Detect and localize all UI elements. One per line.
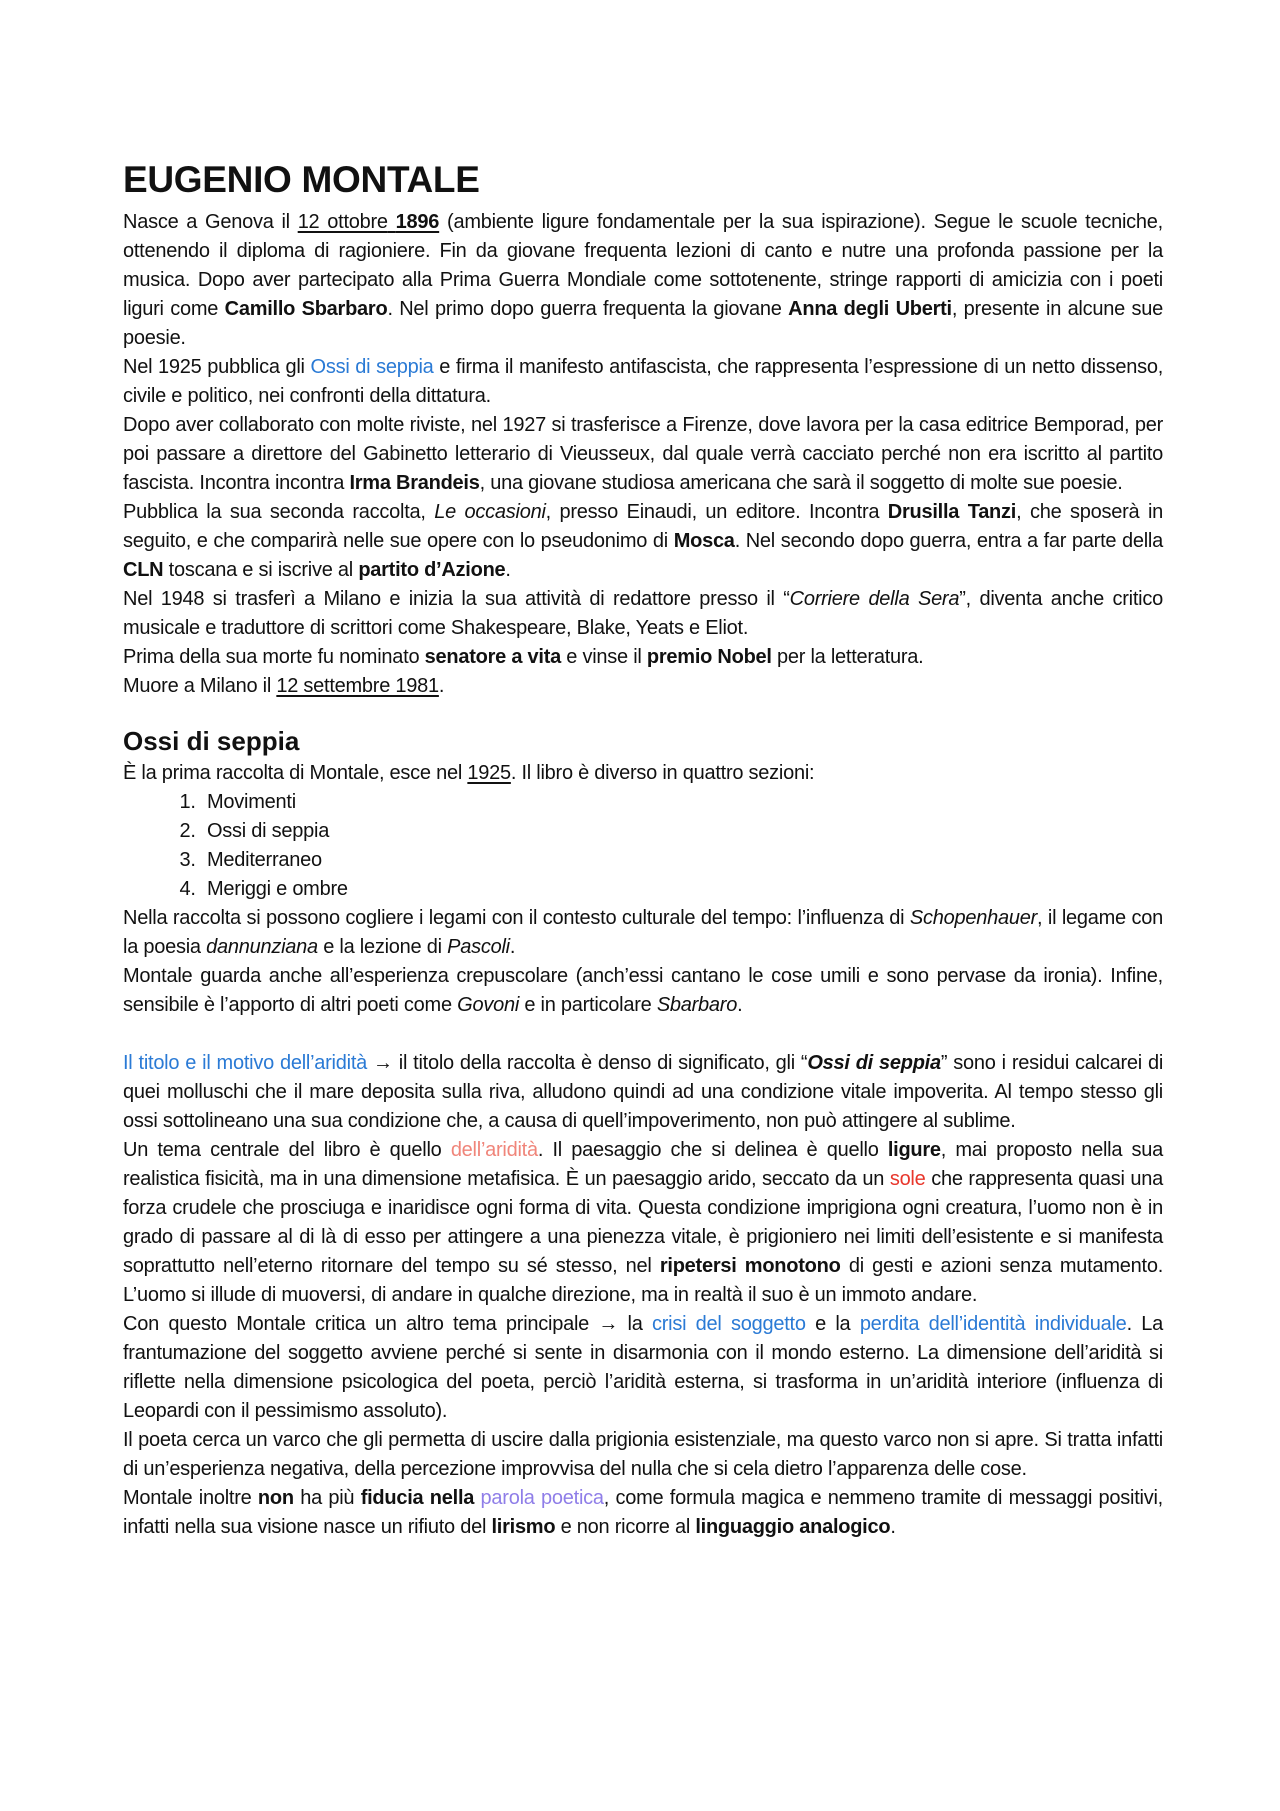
text-run: . bbox=[737, 994, 743, 1016]
text-run: , mai proposto nella sua realistica fisicità, ma in una dimensione metafisica. È un paesaggio arido, seccato da un bbox=[123, 1139, 1163, 1190]
section-heading-ossi: Ossi di seppia bbox=[123, 726, 300, 756]
text-run: ” sono i residui calcarei di quei molluschi che il mare deposita sulla riva, alludono quindi ad una condizione vitale impoverita. Al tempo stesso gli ossi sottolineano una sua condizione che, a causa di quell’impoverimento, non può attingere al sublime. bbox=[123, 1052, 1164, 1132]
term-ripetersi-monotono: ripetersi monotono bbox=[659, 1255, 841, 1277]
title-ossi-di-seppia: Ossi di seppia bbox=[807, 1052, 941, 1074]
text-run: . Nel secondo dopo guerra, entra a far parte della bbox=[734, 530, 1163, 552]
text-run: Dopo aver collaborato con molte riviste, nel 1927 si trasferisce a Firenze, dove lavora per la casa editrice Bemporad, per poi passare a direttore del Gabinetto letterario di Vieusseux, dal quale verrà cacciato perché non era iscritto al partito fascista. Incontra incontra bbox=[123, 414, 1163, 494]
title-le-occasioni: Le occasioni bbox=[434, 501, 546, 523]
pseudonym-mosca: Mosca bbox=[673, 530, 735, 552]
ossi-paragraph-cultura bbox=[123, 904, 1163, 962]
text-run: È la prima raccolta di Montale, esce nel bbox=[123, 762, 468, 784]
text-run: e la bbox=[805, 1313, 860, 1335]
term-non: non bbox=[257, 1487, 294, 1509]
title-corriere-della-sera: Corriere della Sera bbox=[789, 588, 960, 610]
term-premio-nobel: premio Nobel bbox=[646, 646, 772, 668]
term-fiducia-nella: fiducia nella bbox=[360, 1487, 475, 1509]
text-run: . Nel primo dopo guerra frequenta la giovane bbox=[387, 298, 789, 320]
text-run: di gesti e azioni senza mutamento. L’uomo si illude di muoversi, di andare in qualche direzione, ma in realtà il suo è un immoto andare. bbox=[123, 1255, 1164, 1306]
bio-paragraph-6 bbox=[123, 643, 1163, 672]
text-run: , come formula magica e nemmeno tramite di messaggi positivi, infatti nella sua visione nasce un rifiuto del bbox=[123, 1487, 1163, 1538]
text-run: . bbox=[509, 936, 516, 958]
birth-year: 1896 bbox=[395, 211, 440, 233]
text-run: Muore a Milano il bbox=[123, 675, 277, 697]
bio-paragraph-5 bbox=[123, 585, 1163, 643]
text-run: toscana e si iscrive al bbox=[163, 559, 359, 581]
text-run: Montale guarda anche all’esperienza crepuscolare (anch’essi cantano le cose umili e sono pervase da ironia). Infine, sensibile è l’apporto di altri poeti come bbox=[123, 965, 1163, 1016]
highlight-sole: sole bbox=[889, 1168, 926, 1190]
name-irma-brandeis: Irma Brandeis bbox=[349, 472, 480, 494]
sections-list bbox=[123, 788, 1163, 904]
text-run: (ambiente ligure fondamentale per la sua ispirazione). Segue le scuole tecniche, ottenendo il diploma di ragioniere. Fin da giovane frequenta lezioni di canto e nutre una profonda passione per la musica. Dopo aver partecipato alla Prima Guerra Mondiale come sottotenente, stringe rapporti di amicizia con i poeti liguri come bbox=[123, 211, 1163, 320]
text-run: ”, diventa anche critico musicale e traduttore di scrittori come Shakespeare, Blake, Yeats e Eliot. bbox=[123, 588, 1163, 639]
text-run: e non ricorre al bbox=[555, 1516, 696, 1538]
term-linguaggio-analogico: linguaggio analogico bbox=[695, 1516, 891, 1538]
text-run bbox=[388, 211, 396, 233]
term-senatore-a-vita: senatore a vita bbox=[424, 646, 561, 668]
spacer bbox=[123, 1020, 1163, 1049]
ossi-paragraph-crisi bbox=[123, 1310, 1163, 1426]
term-dannunziana: dannunziana bbox=[206, 936, 318, 958]
text-run: per la letteratura. bbox=[771, 646, 924, 668]
name-camillo-sbarbaro: Camillo Sbarbaro bbox=[224, 298, 388, 320]
highlight-aridita: dell’aridità bbox=[450, 1139, 538, 1161]
spacer bbox=[123, 701, 1163, 725]
highlight-parola-poetica: parola poetica bbox=[480, 1487, 604, 1509]
text-run: . La frantumazione del soggetto avviene perché si sente in disarmonia con il mondo esterno. La dimensione dell’aridità si riflette nella dimensione psicologica del poeta, perciò l’aridità esterna, si trasforma in un’aridità interiore (influenza di Leopardi con il pessimismo assoluto). bbox=[123, 1313, 1163, 1422]
term-partito-azione: partito d’Azione bbox=[358, 559, 506, 581]
highlight-crisi-del-soggetto: crisi del soggetto bbox=[651, 1313, 806, 1335]
text-run: Nel 1948 si trasferì a Milano e inizia la sua attività di redattore presso il “ bbox=[123, 588, 790, 610]
name-anna-degli-uberti: Anna degli Uberti bbox=[788, 298, 952, 320]
bio-paragraph-1 bbox=[123, 208, 1163, 353]
death-date: 12 settembre 1981 bbox=[276, 675, 439, 697]
text-run: . bbox=[438, 675, 445, 697]
text-run: e firma il manifesto antifascista, che rappresenta l’espressione di un netto dissenso, civile e politico, nei confronti della dittatura. bbox=[123, 356, 1163, 407]
publication-year: 1925 bbox=[467, 762, 511, 784]
text-run: , che sposerà in seguito, e che comparirà nelle sue opere con lo pseudonimo di bbox=[123, 501, 1164, 552]
birth-date-day: 12 ottobre bbox=[297, 211, 388, 233]
text-run: . bbox=[505, 559, 511, 581]
name-sbarbaro: Sbarbaro bbox=[656, 994, 738, 1016]
ossi-paragraph-titolo bbox=[123, 1049, 1163, 1136]
list-item: 4. Meriggi e ombre bbox=[201, 875, 1163, 904]
text-run: Nella raccolta si possono cogliere i legami con il contesto culturale del tempo: l’influenza di bbox=[123, 907, 910, 929]
text-run: , una giovane studiosa americana che sarà il soggetto di molte sue poesie. bbox=[479, 472, 1123, 494]
text-run: e in particolare bbox=[519, 994, 657, 1016]
text-run: Pubblica la sua seconda raccolta, bbox=[123, 501, 435, 523]
text-run: ha più bbox=[293, 1487, 361, 1509]
term-lirismo: lirismo bbox=[491, 1516, 556, 1538]
ossi-paragraph-aridita bbox=[123, 1136, 1163, 1310]
text-run: che rappresenta quasi una forza crudele che prosciuga e inaridisce ogni forma di vita. Questa condizione imprigiona ogni creatura, l’uomo non è in grado di passare al di là di esso per attingere a una pienezza vitale, è prigioniero nei limiti dell’esistente e si manifesta soprattutto nell’eterno ritornare del tempo su sé stesso, nel bbox=[123, 1168, 1163, 1277]
text-run: Con questo Montale critica un altro tema principale → la bbox=[123, 1313, 652, 1335]
bio-paragraph-2 bbox=[123, 353, 1163, 411]
text-run: → il titolo della raccolta è denso di significato, gli “ bbox=[367, 1052, 808, 1074]
highlight-perdita-identita: perdita dell’identità individuale bbox=[859, 1313, 1127, 1335]
ossi-paragraph-varco: Il poeta cerca un varco che gli permetta di uscire dalla prigionia esistenziale, ma questo varco non si apre. Si tratta infatti di un’esperienza negativa, della percezione improvvisa del nulla che si cela dietro l’apparenza delle cose. bbox=[123, 1429, 1163, 1480]
name-schopenhauer: Schopenhauer bbox=[909, 907, 1038, 929]
bio-paragraph-3 bbox=[123, 411, 1163, 498]
text-run: Nel 1925 pubblica gli bbox=[123, 356, 311, 378]
text-run: Prima della sua morte fu nominato bbox=[123, 646, 425, 668]
name-govoni: Govoni bbox=[457, 994, 520, 1016]
term-cln: CLN bbox=[123, 559, 164, 581]
text-run: . Il libro è diverso in quattro sezioni: bbox=[510, 762, 815, 784]
text-run: . bbox=[890, 1516, 896, 1538]
document-body bbox=[123, 158, 1163, 1542]
list-item: 1. Movimenti bbox=[201, 788, 1163, 817]
text-run: e vinse il bbox=[560, 646, 647, 668]
text-run: , presso Einaudi, un editore. Incontra bbox=[545, 501, 888, 523]
text-run: , presente in alcune sue poesie. bbox=[123, 298, 1163, 349]
text-run: Montale inoltre bbox=[123, 1487, 258, 1509]
text-run: e la lezione di bbox=[317, 936, 448, 958]
bio-paragraph-7 bbox=[123, 672, 1163, 701]
bio-paragraph-4 bbox=[123, 498, 1163, 585]
list-item: 2. Ossi di seppia bbox=[201, 817, 1163, 846]
page-title: EUGENIO MONTALE bbox=[123, 159, 480, 200]
list-item: 3. Mediterraneo bbox=[201, 846, 1163, 875]
ossi-paragraph-parola bbox=[123, 1484, 1163, 1542]
text-run: Un tema centrale del libro è quello bbox=[123, 1139, 451, 1161]
term-ligure: ligure bbox=[887, 1139, 941, 1161]
ossi-intro bbox=[123, 759, 1163, 788]
ossi-di-seppia-highlight: Ossi di seppia bbox=[310, 356, 434, 378]
text-run: , il legame con la poesia bbox=[123, 907, 1163, 958]
text-run: . Il paesaggio che si delinea è quello bbox=[537, 1139, 888, 1161]
text-run: Nasce a Genova il bbox=[123, 211, 298, 233]
name-drusilla-tanzi: Drusilla Tanzi bbox=[887, 501, 1017, 523]
ossi-paragraph-crepuscolare bbox=[123, 962, 1163, 1020]
topic-label-titolo: Il titolo e il motivo dell’aridità bbox=[123, 1052, 367, 1074]
name-pascoli: Pascoli bbox=[447, 936, 510, 958]
